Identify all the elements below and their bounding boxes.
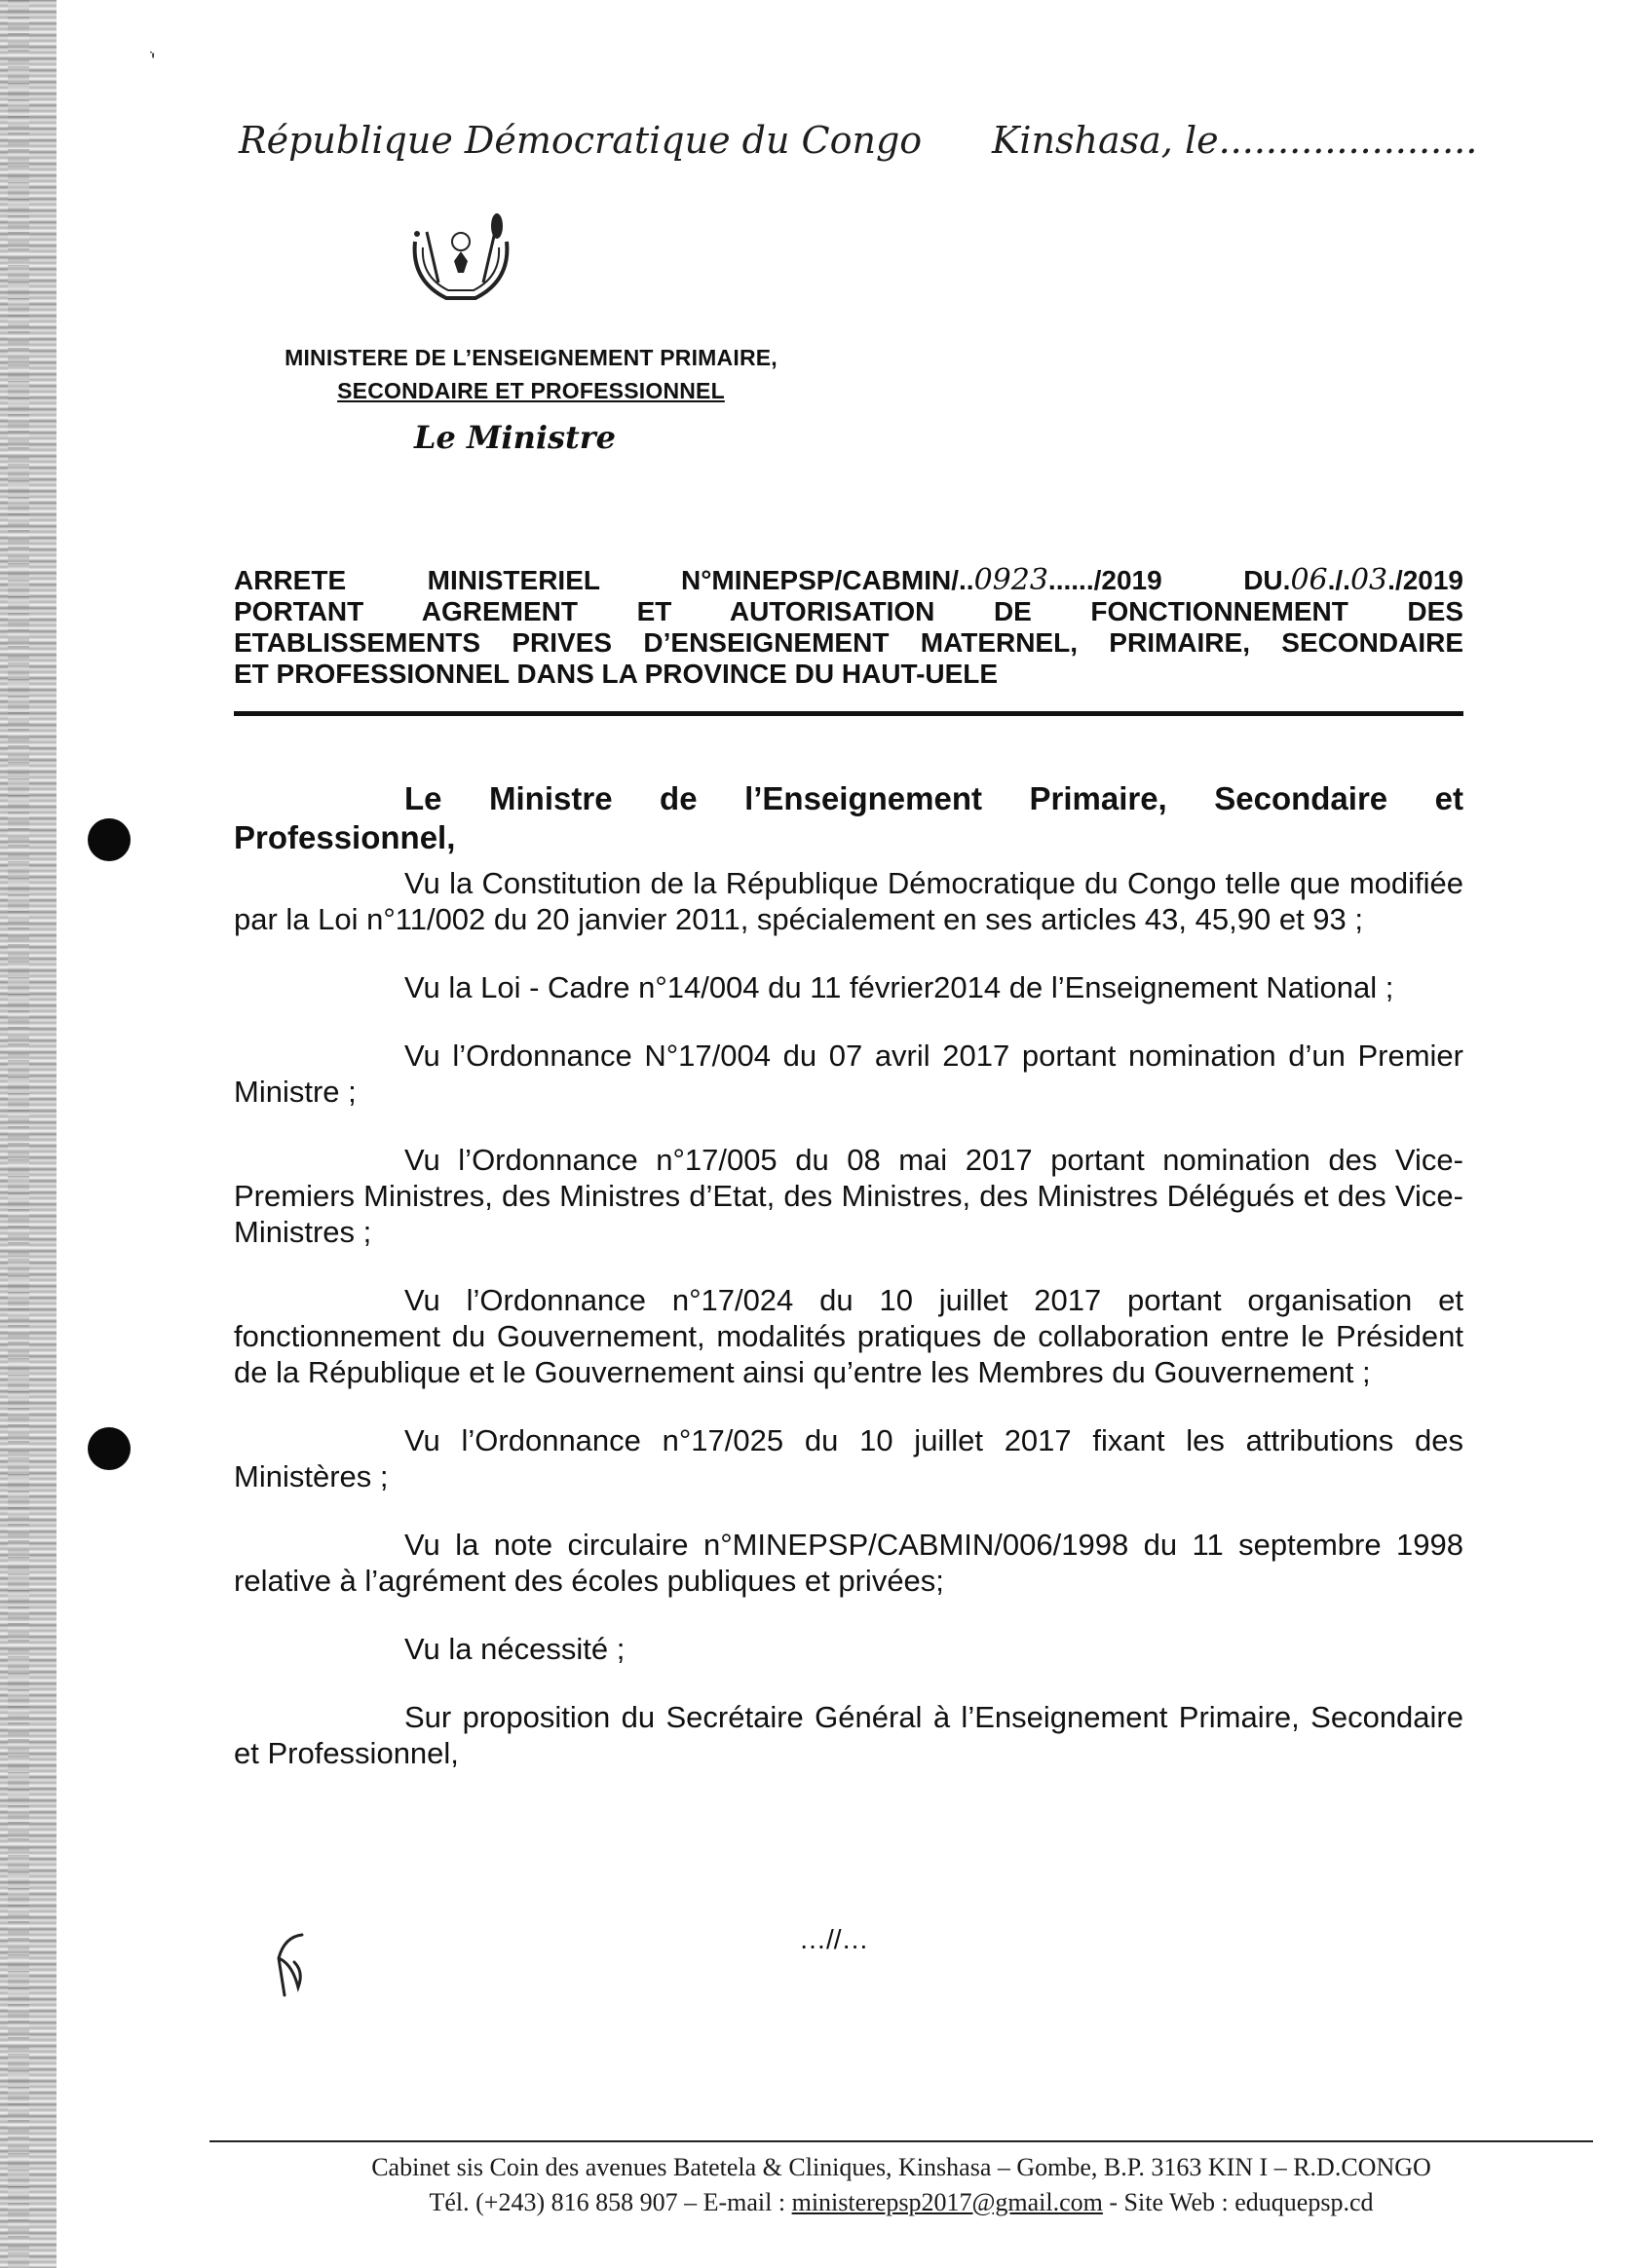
stray-mark: ׁ' [151,49,156,73]
paragraph-proposition: Sur proposition du Secrétaire Général à l’Enseignement Primaire, Secondaire et Professionnel, [234,1700,1463,1770]
footer [209,2150,1593,2220]
ministry-block [248,341,814,407]
scan-edge [0,0,57,2268]
punch-hole-mark [88,818,131,861]
place-date-heading: Kinshasa, le...................... [992,119,1478,162]
ministry-line-1: MINISTERE DE L’ENSEIGNEMENT PRIMAIRE, [285,345,778,370]
paragraph-ordonnance-024: Vu l’Ordonnance n°17/024 du 10 juillet 2017 portant organisation et fonctionnement du Gouvernement, modalités pratiques de collaboration entre le Président de la République et le Gouvernement ainsi qu’entre les Membres du Gouvernement ; [234,1283,1463,1389]
title-divider [234,711,1463,716]
footer-divider [209,2140,1593,2142]
decree-year-sep: /2019 DU. [1093,565,1291,595]
decree-number: 0923 [973,563,1048,597]
continuation-mark: …//… [799,1924,869,1954]
paragraph-loi-cadre: Vu la Loi - Cadre n°14/004 du 11 février2014 de l’Enseignement National ; [404,970,1394,1004]
initials-signature-icon [265,1929,323,1997]
body-intro: Le Ministre de l’Enseignement Primaire, Secondaire et Professionnel, [234,780,1463,855]
footer-email-link[interactable]: ministerepsp2017@gmail.com [791,2188,1103,2216]
decree-title [234,565,1463,690]
decree-title-line-4: ET PROFESSIONNEL DANS LA PROVINCE DU HAUT-UELE [234,659,999,689]
paragraph-ordonnance-025: Vu l’Ordonnance n°17/025 du 10 juillet 2017 fixant les attributions des Ministères ; [234,1423,1463,1493]
decree-title-line-3: ETABLISSEMENTS PRIVES D’ENSEIGNEMENT MATERNEL, PRIMAIRE, SECONDAIRE [234,627,1463,658]
paragraph-ordonnance-004: Vu l’Ordonnance N°17/004 du 07 avril 2017 portant nomination d’un Premier Ministre ; [234,1039,1463,1109]
paragraph-necessite: Vu la nécessité ; [404,1632,626,1666]
decree-date-year: /2019 [1394,565,1464,595]
paragraph-note-circulaire: Vu la note circulaire n°MINEPSP/CABMIN/006/1998 du 11 septembre 1998 relative à l’agrément des écoles publiques et privées; [234,1528,1463,1598]
decree-month: 03 [1349,563,1388,597]
footer-contact [209,2185,1593,2220]
signatory-title: Le Ministre [414,419,617,456]
footer-site: - Site Web : eduquepsp.cd [1102,2188,1374,2216]
decree-day: 06 [1290,563,1328,597]
document-body [234,779,1463,1803]
footer-tel: Tél. (+243) 816 858 907 – E-mail : [429,2188,792,2216]
coat-of-arms-icon [398,212,524,310]
paragraph-constitution: Vu la Constitution de la République Démocratique du Congo telle que modifiée par la Loi n°11/002 du 20 janvier 2011, spécialement en ses articles 43, 45,90 et 93 ; [234,866,1463,936]
decree-title-line-2: PORTANT AGREMENT ET AUTORISATION DE FONCTIONNEMENT DES [234,596,1463,626]
decree-title-line-1: ARRETE MINISTERIEL N°MINEPSP/CABMIN/..0923....../2019 DU.06./.03./2019 [234,563,1464,597]
footer-address: Cabinet sis Coin des avenues Batetela & Cliniques, Kinshasa – Gombe, B.P. 3163 KIN I – R.D.CONGO [371,2153,1431,2181]
punch-hole-mark [88,1427,131,1470]
decree-prefix: ARRETE MINISTERIEL N°MINEPSP/CABMIN/ [234,565,959,595]
country-heading: République Démocratique du Congo [239,119,923,162]
paragraph-ordonnance-005: Vu l’Ordonnance n°17/005 du 08 mai 2017 portant nomination des Vice-Premiers Ministres, des Ministres d’Etat, des Ministres, des Ministres Délégués et des Vice-Ministres ; [234,1143,1463,1249]
ministry-line-2: SECONDAIRE ET PROFESSIONNEL [337,378,725,403]
